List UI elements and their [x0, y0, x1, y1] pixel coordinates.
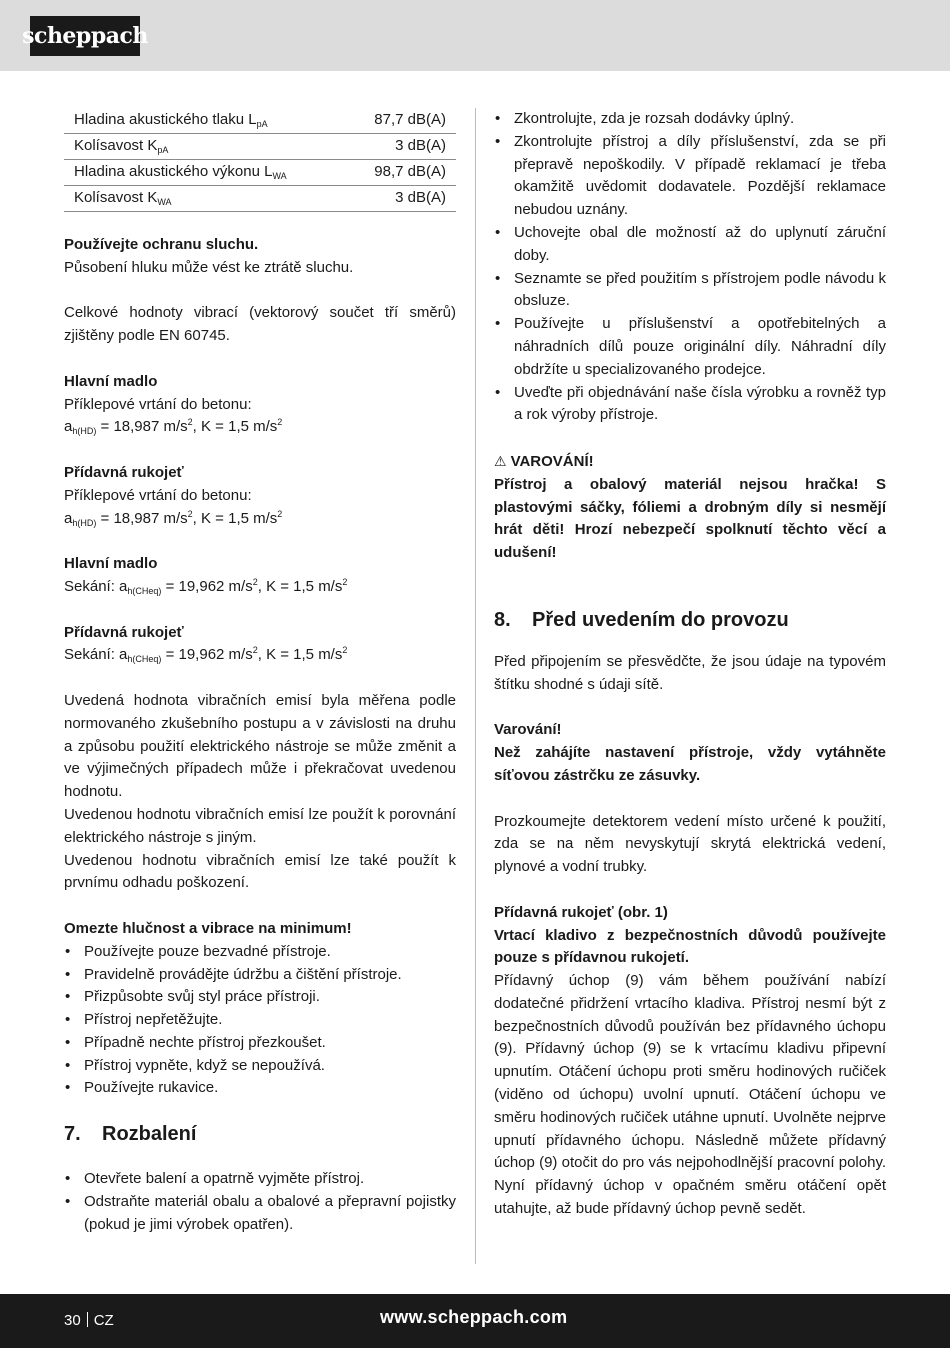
- list-item: • Seznamte se před použitím s přístrojem podle návodu k obsluze.: [494, 268, 886, 314]
- vibration-paragraph: Uvedenou hodnotu vibračních emisí lze použít k porovnání elektrického nástroje s jiným.: [64, 805, 456, 846]
- website-link: www.scheppach.com: [380, 1307, 568, 1327]
- main-handle-title: Hlavní madlo: [64, 372, 158, 390]
- chiselling-value: Sekání: $a_{h(CHeq)} = 19,962$ $m/s^2$, K = 1,5 $m/s^2$: [64, 645, 348, 665]
- warning-heading-2: Varování!: [494, 721, 562, 739]
- vibration-value: $a_{h(HD)} = 18,987$ $m/s^2$, K = 1,5 $m/s^2$: [64, 508, 283, 528]
- aux-handle-heading: Přídavná rukojeť (obr. 1): [494, 903, 668, 921]
- section-number: 7.: [64, 1123, 81, 1146]
- spec-label: Hladina akustického výkonu $L_{WA}$: [64, 160, 355, 186]
- spec-label: Kolísavost $K_{pA}$: [64, 134, 355, 160]
- hammer-drilling-label: Příklepové vrtání do betonu:: [64, 395, 252, 413]
- spec-value: 3 dB(A): [355, 186, 456, 212]
- aux-handle-note: Vrtací kladivo z bezpečnostních důvodů používejte pouze s přídavnou rukojetí.: [494, 926, 886, 967]
- column-divider: [475, 108, 476, 1264]
- right-column: [494, 108, 886, 1221]
- list-item: • Používejte rukavice.: [64, 1077, 456, 1100]
- hammer-drilling-label: Příklepové vrtání do betonu:: [64, 486, 252, 504]
- list-item: • Případně nechte přístroj přezkoušet.: [64, 1032, 456, 1055]
- section-7-heading: [64, 1119, 456, 1149]
- list-item: • Používejte pouze bezvadné přístroje.: [64, 941, 456, 964]
- table-row: [64, 108, 456, 134]
- table-row: [64, 186, 456, 212]
- spec-label: Kolísavost $K_{WA}$: [64, 186, 355, 212]
- hearing-protection-heading: Používejte ochranu sluchu.: [64, 236, 259, 253]
- spec-value: 3 dB(A): [355, 134, 456, 160]
- hearing-protection-text: Působení hluku může vést ke ztrátě sluchu.: [64, 258, 354, 276]
- table-row: [64, 160, 456, 186]
- noise-spec-table: [64, 108, 456, 212]
- vibration-value: $a_{h(HD)} = 18,987$ $m/s^2$, K = 1,5 $m/s^2$: [64, 417, 283, 437]
- delivery-check-list: [494, 108, 886, 427]
- chiselling-value: Sekání: $a_{h(CHeq)} = 19,962$ $m/s^2$, K = 1,5 $m/s^2$: [64, 576, 348, 596]
- warning-heading: ⚠ VAROVÁNÍ!: [494, 450, 886, 474]
- page-number: 30 CZ: [64, 1312, 114, 1329]
- list-item: • Přístroj nepřetěžujte.: [64, 1009, 456, 1032]
- list-item: • Přístroj vypněte, když se nepoužívá.: [64, 1055, 456, 1078]
- table-row: [64, 134, 456, 160]
- section-title: Rozbalení: [102, 1123, 197, 1146]
- warning-triangle-icon: ⚠: [494, 452, 507, 469]
- list-item: • Uveďte při objednávání naše čísla výrobku a rovněž typ a rok výroby přístroje.: [494, 382, 886, 428]
- main-handle-title: Hlavní madlo: [64, 555, 158, 573]
- aux-handle-title: Přídavná rukojeť: [64, 623, 184, 641]
- section-number: 8.: [494, 608, 511, 631]
- list-item: • Uchovejte obal dle možností až do uplynutí záruční doby.: [494, 222, 886, 268]
- spec-value: 98,7 dB(A): [355, 160, 456, 186]
- limit-noise-heading: Omezte hlučnost a vibrace na minimum!: [64, 919, 352, 937]
- warning-text-2: Než zahájíte nastavení přístroje, vždy vytáhněte síťovou zástrčku ze zásuvky.: [494, 744, 886, 784]
- list-item: • Používejte u příslušenství a opotřebitelných a náhradních dílů pouze originální díly. Náhradní díly obdržíte u specializovaného prodejce.: [494, 313, 886, 381]
- list-item: • Otevřete balení a opatrně vyjměte přístroj.: [64, 1168, 456, 1191]
- list-item: • Odstraňte materiál obalu a obalové a přepravní pojistky (pokud je jimi výrobek opatřen).: [64, 1191, 456, 1237]
- list-item: • Zkontrolujte přístroj a díly příslušenství, zda se při přepravě nepoškodily. V případě reklamací je třeba okamžitě uvědomit dodavatele. Pozdější reklamace nebudou uznány.: [494, 131, 886, 222]
- section-title: Před uvedením do provozu: [532, 608, 789, 631]
- warning-text: Přístroj a obalový materiál nejsou hračka! S plastovými sáčky, fóliemi a drobným díly si nesmějí hrát děti! Hrozí nebezpečí spolknutí těchto věcí a udušení!: [494, 475, 886, 562]
- detector-paragraph: Prozkoumejte detektorem vedení místo určené k použití, zda se na něm nevyskytují skrytá elektrická vedení, plynové a vodní trubky.: [494, 812, 886, 876]
- spec-label: Hladina akustického tlaku $L_{pA}$: [64, 108, 355, 134]
- vibration-paragraph: Uvedená hodnota vibračních emisí byla měřena podle normovaného zkušebního postupu a v závislosti na druhu a způsobu použití elektrického nástroje se může změnit a ve výjimečných případech může i překračovat uvedenou hodnotu.: [64, 691, 456, 801]
- vibration-paragraph: Uvedenou hodnotu vibračních emisí lze také použít k prvnímu odhadu poškození.: [64, 851, 456, 892]
- vibration-intro: Celkové hodnoty vibrací (vektorový součet tří směrů) zjištěny podle EN 60745.: [64, 304, 456, 345]
- limit-noise-list: [64, 941, 456, 1101]
- spec-value: 87,7 dB(A): [355, 108, 456, 134]
- scheppach-logo: scheppach: [30, 16, 140, 56]
- mains-check-paragraph: Před připojením se přesvědčte, že jsou údaje na typovém štítku shodné s údaji sítě.: [494, 652, 886, 693]
- unpacking-list: [64, 1168, 456, 1236]
- aux-handle-title: Přídavná rukojeť: [64, 463, 184, 481]
- left-column: [64, 108, 456, 1237]
- list-item: • Zkontrolujte, zda je rozsah dodávky úplný.: [494, 108, 886, 131]
- page-footer: [0, 1294, 950, 1348]
- list-item: • Přizpůsobte svůj styl práce přístroji.: [64, 986, 456, 1009]
- list-item: • Pravidelně provádějte údržbu a čištění přístroje.: [64, 964, 456, 987]
- section-8-heading: [494, 605, 886, 635]
- aux-handle-paragraph: Přídavný úchop (9) vám během používání nabízí dodatečné přidržení vrtacího kladiva. Přístroj nesmí být z bezpečnostních důvodů používán bez přídavného úchopu (9). Přídavný úchop (9) se k vrtacímu kladivu připevní upnutím. Otáčení úchopu proti směru hodinových ručiček (viděno od úchopu) uvolní upnutí. Otáčení úchopu ve směru hodinových ručiček utáhne upnutí. Uvolněte nejprve upnutí přídavného úchopu. Následně můžete přídavný úchop (9) otočit do pro vás nejpohodlnější pracovní polohy. Nyní přídavný úchop v opačném směru otáčení opět utahujte, až bude přídavný úchop pevně sedět.: [494, 972, 886, 1218]
- page-header: [0, 0, 950, 71]
